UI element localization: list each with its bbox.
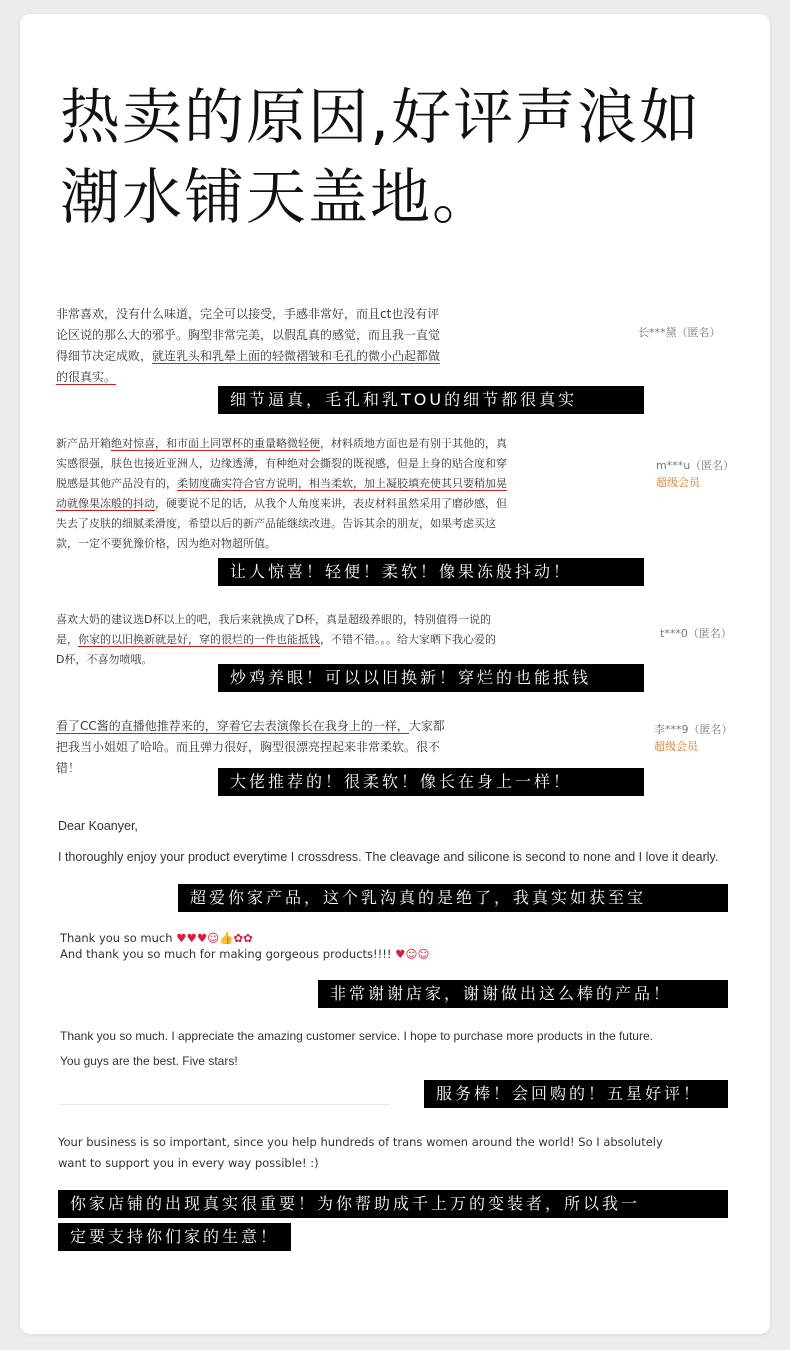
review-7-line2: You guys are the best. Five stars! [60, 1054, 238, 1068]
vip-badge: 超级会员 [654, 740, 698, 753]
review-1-text: 非常喜欢，没有什么味道，完全可以接受，手感非常好，而且ct也没有评 论区说的那么大的邪乎。胸型非常完美，以假乱真的感觉，而且我一直觉 得细节决定成败，就连乳头和乳晕上面的轻微褶皱和毛孔的微小凸起都做 的很真实。 [56, 307, 441, 384]
review-6-line1: Thank you so much ♥♥♥☺👍✿✿ [60, 931, 253, 945]
review-8-caption-2: 定要支持你们家的生意！ [58, 1223, 291, 1251]
review-3-user: t***0（匿名） [660, 627, 732, 640]
review-5-caption: 超爱你家产品，这个乳沟真的是绝了，我真实如获至宝 [178, 884, 728, 912]
smile-icon: ♥☺☺ [395, 947, 430, 961]
headline [60, 78, 740, 238]
heart-icon: ♥♥♥☺👍✿✿ [176, 931, 253, 945]
review-2-caption: 让人惊喜！轻便！柔软！像果冻般抖动！ [218, 558, 644, 586]
review-3-caption: 炒鸡养眼！可以以旧换新！穿烂的也能抵钱 [218, 664, 644, 692]
review-5-greeting: Dear Koanyer, [58, 819, 138, 833]
content-card [20, 14, 770, 1334]
review-7-caption: 服务棒！会回购的！五星好评！ [424, 1080, 728, 1108]
review-1-user: 长***黛（匿名） [638, 326, 721, 339]
review-4-user: 李***9（匿名） 超级会员 [654, 723, 733, 753]
headline-line2: 潮水铺天盖地。 [60, 163, 494, 233]
review-2-user: m***u（匿名） 超级会员 [656, 459, 735, 489]
headline-line1: 热卖的原因,好评声浪如 [60, 83, 702, 153]
review-4-text: 看了CC酱的直播他推荐来的，穿着它去表演像长在我身上的一样，大家都 把我当小姐姐了哈哈。而且弹力很好，胸型很漂亮捏起来非常柔软。很不 错！ [56, 719, 445, 775]
review-8-line1: Your business is so important, since you help hundreds of trans women around the world! So I absolutely [58, 1135, 663, 1149]
review-6-caption: 非常谢谢店家，谢谢做出这么棒的产品！ [318, 980, 728, 1008]
review-6-line2: And thank you so much for making gorgeous products!!!! ♥☺☺ [60, 947, 430, 961]
review-2-text: 新产品开箱绝对惊喜，和市面上同罩杯的重量略微轻便，材料质地方面也是有别于其他的，真 实感很强，肤色也接近亚洲人，边缘透薄，有种绝对会撕裂的既视感，但是上身的贴合度和穿 脱感是其他产品没有的，柔韧度确实符合官方说明，相当柔软，加上凝胶填充使其只要稍加晃 动就像果冻般的抖动，硬要说不足的话，从我个人角度来讲，表皮材料虽然采用了磨砂感，但 失去了皮肤的细腻柔滑度，希望以后的新产品能继续改进。告诉其余的朋友，如果考虑买这 款，一定不要犹豫价格，因为绝对物超所值。 [56, 437, 507, 550]
review-7-line1: Thank you so much. I appreciate the amazing customer service. I hope to purchase more products in the future. [60, 1029, 653, 1043]
review-5-body: I thoroughly enjoy your product everytime I crossdress. The cleavage and silicone is second to none and I love it dearly. [58, 850, 719, 864]
review-1-caption: 细节逼真，毛孔和乳TOU的细节都很真实 [218, 386, 644, 414]
review-8-line2: want to support you in every way possible! :) [58, 1156, 319, 1170]
review-8-caption-1: 你家店铺的出现真实很重要！为你帮助成千上万的变装者，所以我一 [58, 1190, 728, 1218]
review-3-text: 喜欢大奶的建议选D杯以上的吧，我后来就换成了D杯，真是超级养眼的，特别值得一说的 是，你家的以旧换新就是好，穿的很烂的一件也能抵钱，不错不错。。。给大家晒下我心爱的 D杯，不喜勿喷哦。 [56, 613, 496, 666]
vip-badge: 超级会员 [656, 476, 700, 489]
review-4-caption: 大佬推荐的！很柔软！像长在身上一样！ [218, 768, 644, 796]
divider [60, 1104, 390, 1105]
